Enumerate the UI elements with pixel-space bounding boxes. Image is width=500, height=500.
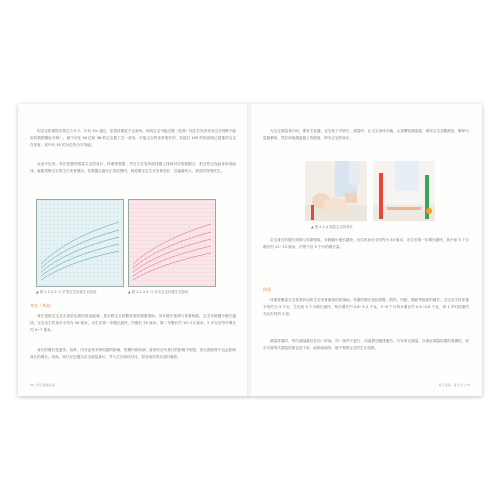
left-paragraph-2: 从表中出发，每次把婴幼测量宝宝的身长、体重等数据，并在生长发育曲线图上找到对应的数据点，把这些点连起来形成曲线，就能判断宝宝的生长发育情况。若数据点落在正常范围内，则说明宝宝生长发育良好；若偏离较大，需及时咨询医生。	[30, 162, 236, 173]
photo-measuring-length	[373, 161, 435, 221]
right-paragraph-2: 宝宝身长的增长规律与体重相似，年龄越小增长越快。出生时身长平均约为 50 厘米，出生后第一年增长最快，其中前 3 个月增长约 11~13 厘米，约等于后 9 个月的增长量。	[263, 238, 469, 249]
photo-measuring-length-svg	[373, 161, 435, 221]
girl-chart-caption: ▲ 图 2-1-3 0~2 岁女宝宝体重生长曲线	[128, 290, 189, 294]
boy-growth-chart	[36, 199, 124, 287]
right-paragraph-3: 体重是衡量宝宝营养状况和生长发育最常用的指标。体重的增长包括骨骼、肌肉、内脏、脂肪等组织的增长。宝宝出生时体重平均约为 3 千克，生后前 3 个月增长最快，每月增长约 0.8~1.2 千克；3~6 个月每月增长约 0.5~0.6 千克，到 1 岁时体重约为出生时的 3 倍。	[263, 298, 469, 316]
right-paragraph-4: 测量体重时，每次测量最好在同一时间、同一条件下进行，如清晨空腹排便后，只穿单衣测量，以保证测量结果的准确性。家长可将每次测量结果记录下来，绘制成曲线，便于观察宝宝的生长趋势。	[263, 339, 469, 350]
girl-growth-chart-svg	[129, 200, 215, 286]
left-paragraph-1: 的宝宝体重很容易过个月不，只有 3% 超过，如果体重低于这条线，说明宝宝可能过瘦（营养）如生长发育状况过分判断不能用的数据图标分明）。最不可在 36 位和 98 的宝宝数了这一条线，可能宝宝的发育很好的，若超过 100 的则说明已超重的宝宝在发育，其中有 30 的分位线为平均值。	[30, 129, 236, 147]
boy-growth-chart-svg	[37, 200, 123, 286]
boy-chart-caption: ▲ 图 2-1-2 0~2 岁男宝宝体重生长曲线	[36, 290, 97, 294]
photo-baby-lying	[305, 161, 367, 221]
measuring-photo-caption: ▲ 图 2-1-4 测量宝宝的身长	[311, 225, 353, 229]
left-footer: 32 | 育儿健康指南	[30, 383, 55, 387]
left-paragraph-4: 身长的增长受遗传、营养、内分泌等多种因素的影响，短期内的疾病、营养状况对身长的影响不明显，但长期营养不良会影响身长的增长。因此，家长应定期为宝宝测量身长，并与生长曲线对比，如发现异常应及时就医。	[30, 348, 236, 359]
right-section-title: 体重	[263, 287, 271, 292]
right-page	[251, 104, 482, 396]
left-section-title: 身长（身高）	[30, 303, 54, 308]
left-page	[18, 104, 249, 396]
right-footer: 育儿指南 · 第 2 章 | 33	[438, 383, 470, 387]
book-spread	[18, 104, 482, 396]
right-paragraph-1: 为宝宝测量身长时，要有专业器，宝宝处于平卧位，测量时，让宝宝身体平躺，头顶紧贴测量板，保持宝宝双腿伸直，脚掌与量板紧贴，然后读取测量板上的数值，即为宝宝的身长。	[263, 129, 469, 140]
girl-growth-chart	[128, 199, 216, 287]
left-paragraph-3: 身长是指宝宝从头顶至足底的垂直距离，是反映宝宝骨骼发育的重要指标。身长增长规律与体重相似，宝宝年龄越小增长越快。宝宝出生时身长平均为 50 厘米，出生后第一年增长最快，约增长 25 厘米；第二年增长约 10~12 厘米；2 岁以后每年增长约 5~7 厘米。	[30, 314, 236, 332]
photo-baby-lying-svg	[305, 161, 367, 221]
